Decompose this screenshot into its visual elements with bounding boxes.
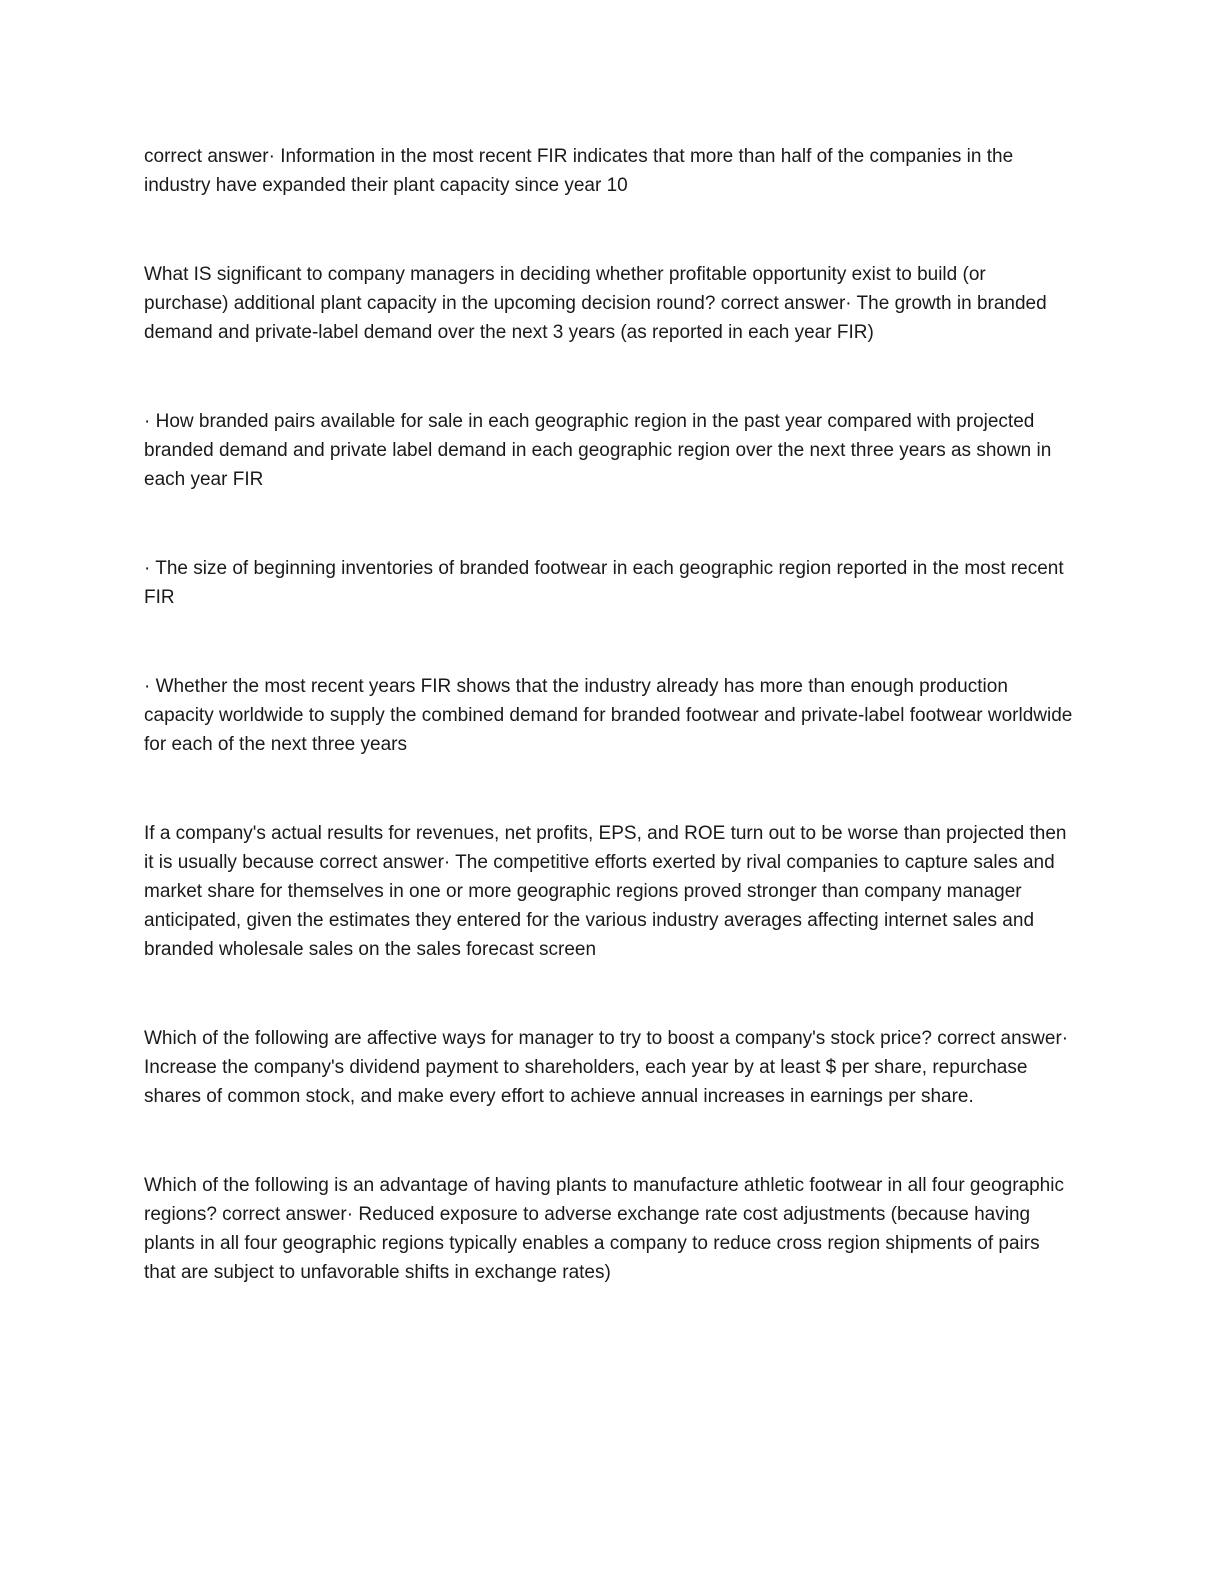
- paragraph-branded-pairs-bullet: · How branded pairs available for sale in each geographic region in the past year compared with projected branded demand and private label demand in each geographic region over the next three years as shown in each year FIR: [144, 411, 1052, 490]
- paragraph-four-regions-question: Which of the following is an advantage of having plants to manufacture athletic footwear in all four geographic regions? correct answer· Reduced exposure to adverse exchange rate cost adjustments (because having plants in all four geographic regions typically enables a company to reduce cross region shipments of pairs that are subject to unfavorable shifts in exchange rates): [144, 1175, 1064, 1283]
- paragraph-production-capacity-bullet: · Whether the most recent years FIR shows that the industry already has more than enough production capacity worldwide to supply the combined demand for branded footwear and private-label footwear worldwide for each of the next three years: [144, 676, 1073, 755]
- document-body: [144, 142, 1074, 1347]
- paragraph-worse-results-question: If a company's actual results for revenues, net profits, EPS, and ROE turn out to be worse than projected then it is usually because correct answer· The competitive efforts exerted by rival companies to capture sales and market share for themselves in one or more geographic regions proved stronger than company manager anticipated, given the estimates they entered for the various industry averages affecting internet sales and branded wholesale sales on the sales forecast screen: [144, 823, 1067, 960]
- paragraph-stock-price-question: Which of the following are affective ways for manager to try to boost a company's stock price? correct answer· Increase the company's dividend payment to shareholders, each year by at least $ per share, repurchase shares of common stock, and make every effort to achieve annual increases in earnings per share.: [144, 1028, 1069, 1107]
- paragraph-inventories-bullet: · The size of beginning inventories of branded footwear in each geographic region reported in the most recent FIR: [144, 558, 1064, 608]
- paragraph-fir-capacity-answer: correct answer· Information in the most recent FIR indicates that more than half of the companies in the industry have expanded their plant capacity since year 10: [144, 146, 1014, 196]
- paragraph-plant-capacity-question: What IS significant to company managers in deciding whether profitable opportunity exist to build (or purchase) additional plant capacity in the upcoming decision round? correct answer· The growth in branded demand and private-label demand over the next 3 years (as reported in each year FIR): [144, 264, 1047, 343]
